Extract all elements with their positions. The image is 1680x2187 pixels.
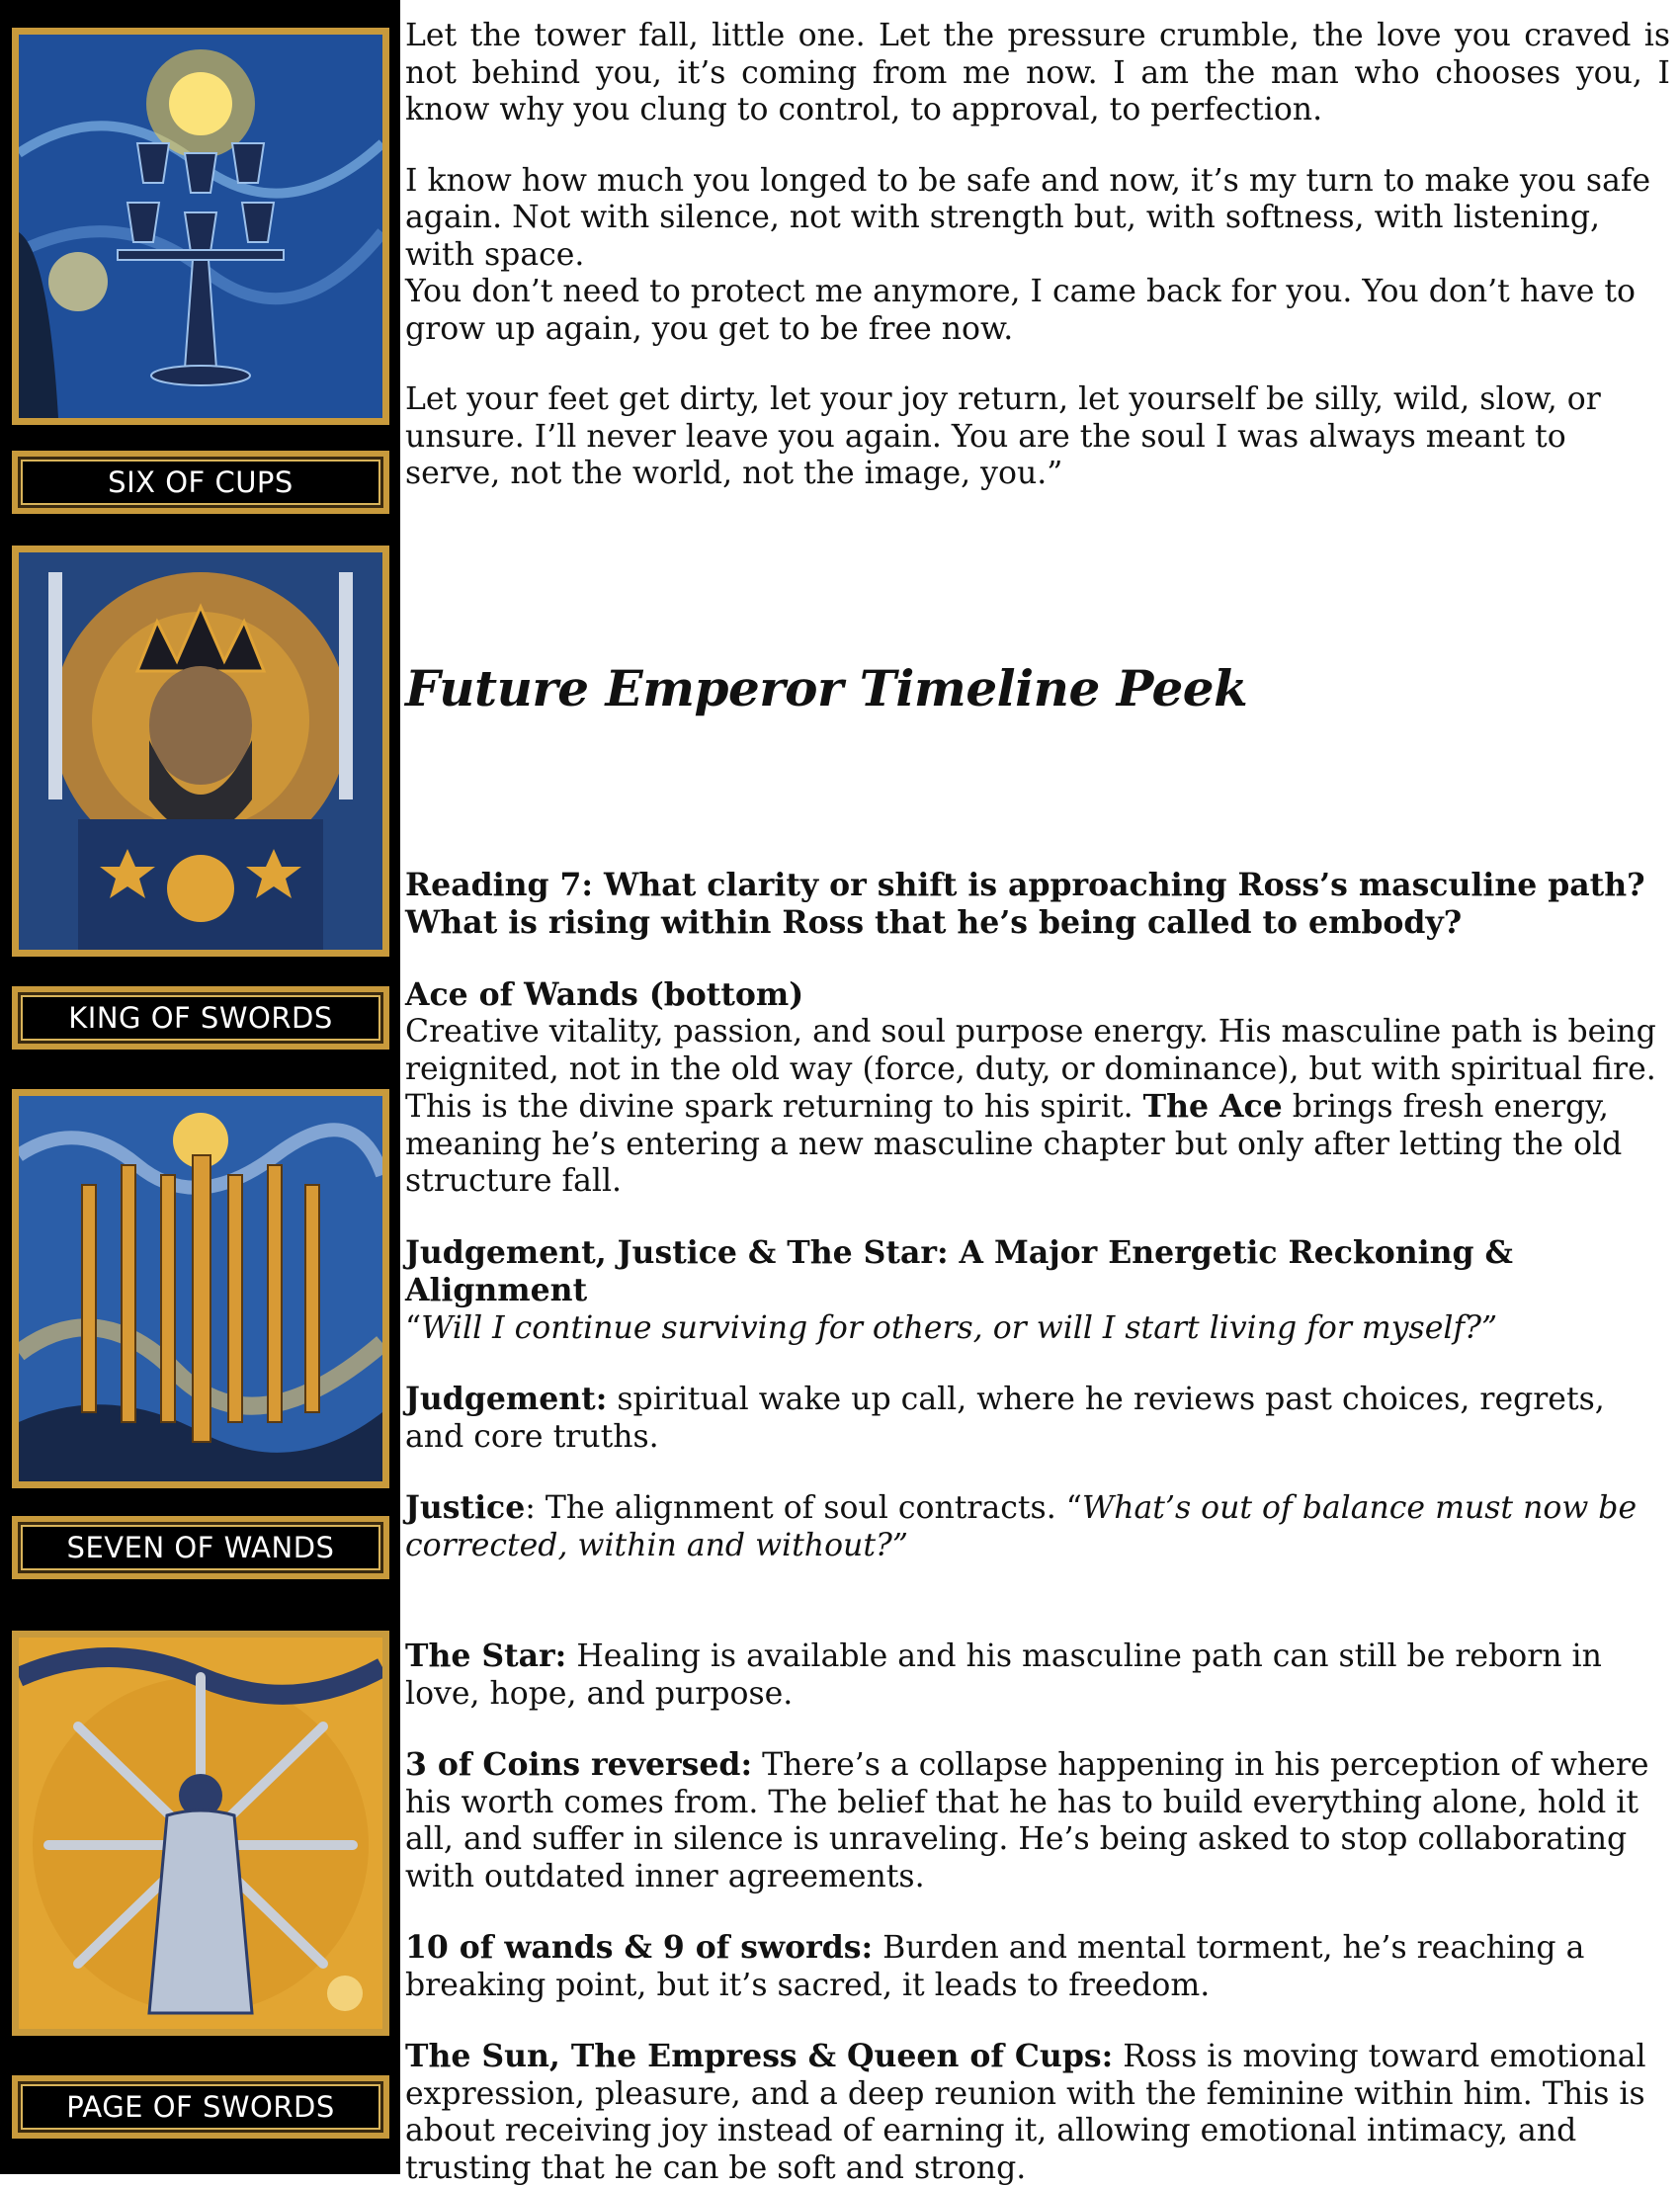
wands-swords-label: 10 of wands & 9 of swords: (405, 1929, 874, 1966)
coins-paragraph (405, 1746, 1670, 1895)
seven-of-wands-image (12, 1089, 389, 1488)
seven-of-wands-illustration (19, 1096, 382, 1481)
justice-text: : The alignment of soul contracts. “ (525, 1490, 1082, 1526)
page-of-swords-title: PAGE OF SWORDS (66, 2090, 335, 2124)
justice-label: Justice (405, 1489, 526, 1526)
reading-question-line-2: What is rising within Ross that he’s being called to embody? (405, 904, 1463, 941)
coins-label: 3 of Coins reversed: (405, 1746, 753, 1783)
intro-paragraph-4: Let your feet get dirty, let your joy return, let yourself be silly, wild, slow, or unsure. I’ll never leave you again. You are the soul I was always meant to serve, not the world, not the image, you.” (405, 381, 1601, 491)
reckoning-quote-text: Will I continue surviving for others, or will I start living for myself?” (421, 1309, 1498, 1346)
sun-empress-paragraph (405, 2038, 1670, 2187)
star-text: Healing is available and his masculine path can still be reborn in love, hope, and purpose. (405, 1639, 1602, 1712)
intro-paragraph-1: Let the tower fall, little one. Let the pressure crumble, the love you craved is not behind you, it’s coming from me now. I am the man who chooses you, I know why you clung to control, to approval, to perfection. (405, 18, 1670, 127)
ace-text-b: brings fresh energy, meaning he’s entering a new masculine chapter but only after letting the old structure fall. (405, 1089, 1623, 1199)
six-of-cups-title: SIX OF CUPS (108, 465, 294, 499)
seven-of-wands-label (12, 1516, 389, 1579)
six-of-cups-label (12, 451, 389, 514)
intro-paragraph-2: I know how much you longed to be safe and now, it’s my turn to make you safe again. Not with silence, not with strength but, with softness, with listening, with space. (405, 162, 1651, 273)
star-label: The Star: (405, 1638, 567, 1674)
reckoning-heading (405, 1234, 1670, 1310)
seven-of-wands-title: SEVEN OF WANDS (66, 1531, 335, 1564)
judgement-text: spiritual wake up call, where he reviews past choices, regrets, and core truths. (405, 1382, 1605, 1455)
justice-quote: What’s out of balance must now be corrected, within and without?” (405, 1490, 1638, 1563)
reckoning-quote (405, 1310, 1670, 1348)
reckoning-open-quote: “ (405, 1309, 422, 1346)
reckoning-heading-text: Judgement, Justice & The Star: A Major Energetic Reckoning & Alignment (405, 1233, 1513, 1308)
king-of-swords-label (12, 986, 389, 1050)
wands-swords-paragraph (405, 1929, 1670, 2004)
ace-bold: The Ace (1142, 1088, 1283, 1125)
king-of-swords-image (12, 546, 389, 957)
intro-paragraph-3: You don’t need to protect me anymore, I came back for you. You don’t have to grow up again, you get to be free now. (405, 274, 1636, 347)
star-paragraph (405, 1638, 1670, 1713)
page-of-swords-label (12, 2075, 389, 2139)
ace-paragraph (405, 1014, 1670, 1201)
six-of-cups-illustration (19, 35, 382, 418)
section-title: Future Emperor Timeline Peek (405, 658, 1248, 717)
coins-text: There’s a collapse happening in his perception of where his worth comes from. The belief that he has to build everything alone, hold it all, and suffer in silence is unraveling. He’s being asked to stop collaborating with outdated inner agreements. (405, 1747, 1649, 1894)
judgement-label: Judgement: (405, 1381, 608, 1417)
sun-empress-label: The Sun, The Empress & Queen of Cups: (405, 2038, 1114, 2074)
king-of-swords-illustration (19, 552, 382, 950)
six-of-cups-image (12, 28, 389, 425)
page-of-swords-image (12, 1631, 389, 2036)
wands-swords-text: Burden and mental torment, he’s reaching a breaking point, but it’s sacred, it leads to freedom. (405, 1930, 1585, 2003)
reading-question (405, 867, 1670, 943)
king-of-swords-title: KING OF SWORDS (68, 1001, 333, 1035)
sun-empress-text: Ross is moving toward emotional expression, pleasure, and a deep reunion with the feminine within him. This is about receiving joy instead of earning it, allowing emotional intimacy, and trusting that he can be soft and strong. (405, 2039, 1646, 2186)
ace-text-a: Creative vitality, passion, and soul purpose energy. His masculine path is being reignited, not in the old way (force, duty, or dominance), but with spiritual fire. This is the divine spark returning to his spirit. (405, 1014, 1656, 1125)
ace-heading-text: Ace of Wands (bottom) (405, 975, 804, 1013)
tarot-card-sidebar (0, 0, 400, 2174)
justice-paragraph (405, 1489, 1670, 1564)
reading-question-line-1: Reading 7: What clarity or shift is approaching Ross’s masculine path? (405, 866, 1645, 903)
ace-heading (405, 976, 1670, 1015)
judgement-paragraph (405, 1381, 1670, 1456)
page-of-swords-illustration (19, 1638, 382, 2029)
reading-text (405, 18, 1670, 2187)
